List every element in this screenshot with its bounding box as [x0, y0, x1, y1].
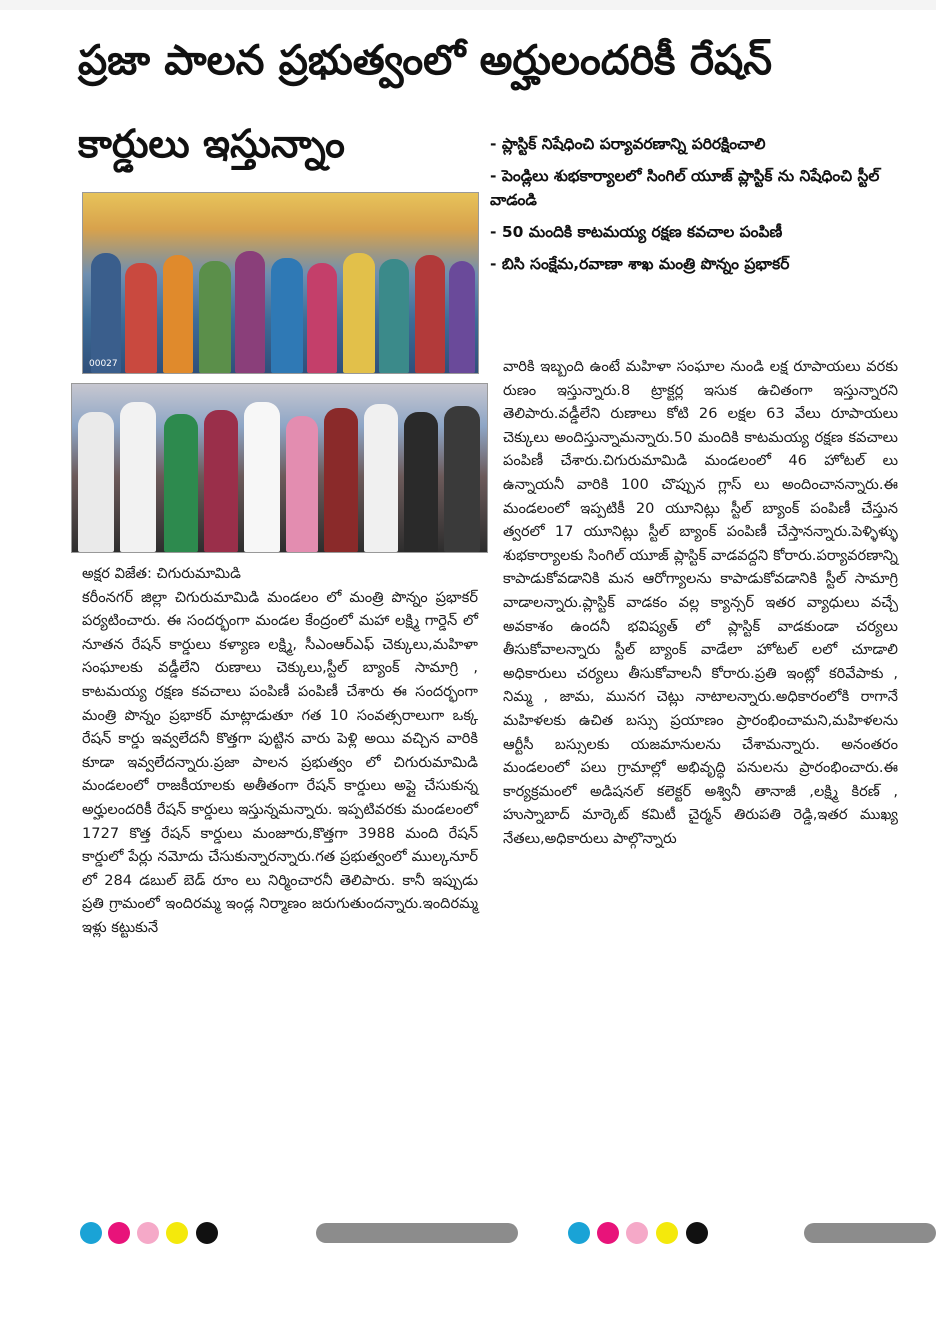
highlight-item: - ప్లాస్టిక్ నిషేధించి పర్యావరణాన్ని పరిరక్షించాలి — [490, 135, 766, 153]
photo-tag: 00027 — [89, 359, 118, 369]
top-edge-strip — [0, 0, 936, 10]
event-photo-group — [82, 192, 479, 374]
registration-bar — [316, 1223, 518, 1243]
highlight-item: - బిసి సంక్షేమ,రవాణా శాఖ మంత్రి పొన్నం ప్రభాకర్ — [490, 255, 790, 273]
article-text-left: కరీంనగర్ జిల్లా చిగురుమామిడి మండలం లో మంత్రి పొన్నం ప్రభాకర్ పర్యటించారు. ఈ సందర్భంగా మండల కేంద్రంలో మహా లక్ష్మి గార్డెన్ లో నూతన రేషన్ కార్డులు కళ్యాణ లక్ష్మి, సీఎంఆర్ఎఫ్ చెక్కులు,మహిళా సంఘాలకు వడ్డీలేని రుణాలు చెక్కులు,స్టీల్ బ్యాంక్ సామాగ్రి , కాటమయ్య రక్షణ కవచాలు పంపిణీ పంపిణీ చేశారు ఈ సందర్భంగా మంత్రి పొన్నం ప్రభాకర్ మాట్లాడుతూ గత 10 సంవత్సరాలుగా ఒక్క రేషన్ కార్డు ఇవ్వలేదనీ కొత్తగా పుట్టిన వారు పెళ్లి అయి వచ్చిన వారికి కూడా ఇవ్వలేదన్నారు.ప్రజా పాలన ప్రభుత్వం లో చిగురుమామిడి మండలంలో రాజకీయాలకు అతీతంగా రేషన్ కార్డులు అప్లై చేసుకున్న అర్హులందరికీ రేషన్ కార్డులు ఇస్తున్నమన్నారు. ఇప్పటివరకు మండలంలో 1727 కొత్త రేషన్ కార్డులు మంజూరు,కొత్తగా 3988 మంది రేషన్ కార్డులో పేర్లు నమోదు చేసుకున్నారన్నారు.గత ప్రభుత్వంలో ముల్కనూర్ లో 284 డబుల్ బెడ్ రూం లు నిర్మించారనీ తెలిపారు. కానీ ఇప్పుడు ప్రతి గ్రామంలో ఇందిరమ్మ ఇండ్ల నిర్మాణం జరుగుతుందన్నారు.ఇందిరమ్మ ఇళ్లు కట్టుకునే — [82, 588, 478, 936]
yellow-dot — [166, 1222, 188, 1244]
event-photo-distribution — [71, 383, 488, 553]
magenta-dot — [108, 1222, 130, 1244]
highlight-item: - 50 మందికి కాటమయ్య రక్షణ కవచాల పంపిణీ — [490, 223, 783, 241]
black-dot — [686, 1222, 708, 1244]
black-dot — [196, 1222, 218, 1244]
cyan-dot — [568, 1222, 590, 1244]
article-text-right: వారికి ఇబ్బంది ఉంటే మహిళా సంఘాల నుండి లక్ష రూపాయలు వరకు రుణం ఇస్తున్నారు.8 ట్రాక్టర్ల ఇసుక ఉచితంగా ఇస్తున్నారని తెలిపారు.వడ్డీలేని రుణాలు కోటి 26 లక్షల 63 వేలు రూపాయలు చెక్కులు అందిస్తున్నామన్నారు.50 మందికి కాటమయ్య రక్షణ కవచాలు పంపిణీ చేశారు.చిగురుమామిడి మండలంలో 46 హోటల్ లు ఉన్నాయనీ వారికి 100 చొప్పున గ్లాస్ లు అందించానన్నారు.ఈ మండలంలో ఇప్పటికీ 20 యూనిట్లు స్టీల్ బ్యాంక్ పంపిణీ చేస్తున త్వరలో 17 యూనిట్లు స్టీల్ బ్యాంక్ పంపిణీ చేస్తానన్నారు.పెళ్ళిళ్ళు శుభకార్యాలకు సింగిల్ యూజ్ ప్లాస్టిక్ వాడవద్దని కోరారు.పర్యావరణాన్ని కాపాడుకోవడానికి మన ఆరోగ్యాలను కాపాడుకోవడానికి స్టీల్ సామాగ్రి వాడాలన్నారు.ప్లాస్టిక్ వాడకం వల్ల క్యాన్సర్ ఇతర వ్యాధులు వచ్చే అవకాశం ఉందనీ భవిష్యత్ లో ప్లాస్టిక్ వాడకుండా చర్యలు తీసుకోవాలన్నారు స్టీల్ బ్యాంక్ వాడేలా హోటల్ లలో చూడాలి అధికారులు చర్యలు తీసుకోవాలనీ కోరారు.ప్రతి ఇంట్లో కరివేపాకు , నిమ్మ , జామ, మునగ చెట్లు నాటాలన్నారు.అధికారంలోకి రాగానే మహిళలకు ఉచిత బస్సు ప్రయాణం ప్రారంభించామని,మహిళలను ఆర్టీసీ బస్సులకు యజమానులను చేశామన్నారు. అనంతరం మండలంలో పలు గ్రామాల్లో అభివృద్ధి పనులను ప్రారంభించారు.ఈ కార్యక్రమంలో అడిషనల్ కలెక్టర్ అశ్వినీ తానాజీ ,లక్ష్మి కిరణ్ , హుస్నాబాద్ మార్కెట్ కమిటీ చైర్మన్ తిరుపతి రెడ్డి,ఇతర ముఖ్య నేతలు,అధికారులు పాల్గొన్నారు — [503, 358, 898, 847]
cyan-dot — [80, 1222, 102, 1244]
headline-line-1: ప్రజా పాలన ప్రభుత్వంలో అర్హులందరికీ రేషన్ — [78, 36, 773, 84]
headline-line-2: కార్డులు ఇస్తున్నాం — [78, 122, 345, 167]
article-column-right — [503, 355, 898, 850]
pink-dot — [137, 1222, 159, 1244]
article-column-left — [82, 562, 478, 940]
byline: అక్షర విజేత: చిగురుమామిడి — [82, 565, 241, 582]
highlights-list — [490, 132, 910, 284]
pink-dot — [626, 1222, 648, 1244]
yellow-dot — [656, 1222, 678, 1244]
highlight-item: - పెండ్లిలు శుభకార్యాలలో సింగిల్ యూజ్ ప్లాస్టిక్ ను నిషేధించి స్టీల్ వాడండి — [490, 167, 880, 209]
registration-bar — [804, 1223, 936, 1243]
magenta-dot — [597, 1222, 619, 1244]
